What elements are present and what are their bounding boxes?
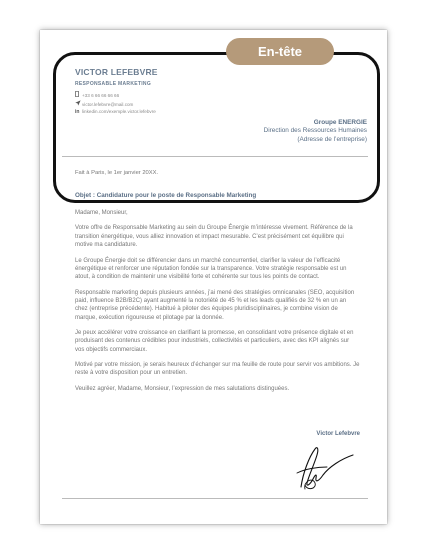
recipient-address: (Adresse de l’entreprise) — [297, 135, 367, 143]
paragraph: Le Groupe Énergie doit se différencier dans un marché concurrentiel, clarifier la valeur de l’efficacité énergétique et renforcer une réputation fondée sur la transparence. Votre stratégie responsable est un atout, à condition de maintenir une visibilité forte et cohérente sur tous les points de contact. — [75, 257, 347, 281]
send-icon — [75, 100, 82, 108]
recipient-dept: Direction des Ressources Humaines — [263, 127, 367, 135]
sender-name: VICTOR LEFEBVRE — [75, 67, 158, 77]
paragraph: Votre offre de Responsable Marketing au sein du Groupe Énergie m’intéresse vivement. Référence de la transition énergétique, vous alliez innovation et impact mesurable. C’est précisément cet équilibre qui motive ma candidature. — [75, 225, 353, 249]
letter-body — [75, 209, 360, 400]
paragraph: Motivé par votre mission, je serais heureux d’échanger sur ma feuille de route pour servir vos ambitions. Je reste à votre disposition pour un entretien. — [75, 362, 360, 377]
letter-date: Fait à Paris, le 1er janvier 20XX. — [75, 170, 159, 176]
linkedin-icon: in — [75, 109, 80, 115]
header-tab-label: En-tête — [226, 38, 334, 65]
footer-divider — [62, 498, 368, 499]
recipient-org: Groupe ENERGIE — [313, 119, 367, 126]
sender-title: RESPONSABLE MARKETING — [75, 81, 152, 87]
handwritten-signature — [283, 443, 355, 493]
salutation: Madame, Monsieur, — [75, 210, 128, 216]
header-divider — [62, 156, 368, 157]
letter-subject: Objet : Candidature pour le poste de Responsable Marketing — [75, 192, 257, 199]
sender-phone: +33 6 66 66 66 66 — [82, 93, 120, 98]
sender-email-line — [75, 100, 133, 108]
sender-linkedin[interactable]: linkedin.com/exemple.victor.lefebvre — [82, 109, 156, 114]
sender-linkedin-line — [75, 109, 156, 115]
signature-name: Victor Lefebvre — [316, 431, 360, 437]
sender-phone-line — [75, 91, 119, 99]
recipient-block — [264, 119, 367, 144]
paragraph: Veuillez agréer, Madame, Monsieur, l’expression de mes salutations distinguées. — [75, 385, 290, 392]
paragraph: Responsable marketing depuis plusieurs années, j’ai mené des stratégies omnicanales (SEO, acquisition paid, influence B2B/B2C) ayant augmenté la notoriété de 45 % et les leads qualifiés de 32 % en un an chez (entreprise précédente). Habitué à piloter des équipes pluridisciplinaires, je combine vision de marque, exécution rigoureuse et pilotage par la donnée. — [75, 289, 355, 321]
paragraph: Je peux accélérer votre croissance en clarifiant la promesse, en consolidant votre présence digitale et en produisant des contenus crédibles pour industriels, collectivités et particuliers, avec des KPI alignés sur vos objectifs commerciaux. — [75, 330, 354, 353]
sender-email[interactable]: victor.lefebvre@mail.com — [82, 102, 134, 107]
phone-icon — [75, 91, 82, 99]
